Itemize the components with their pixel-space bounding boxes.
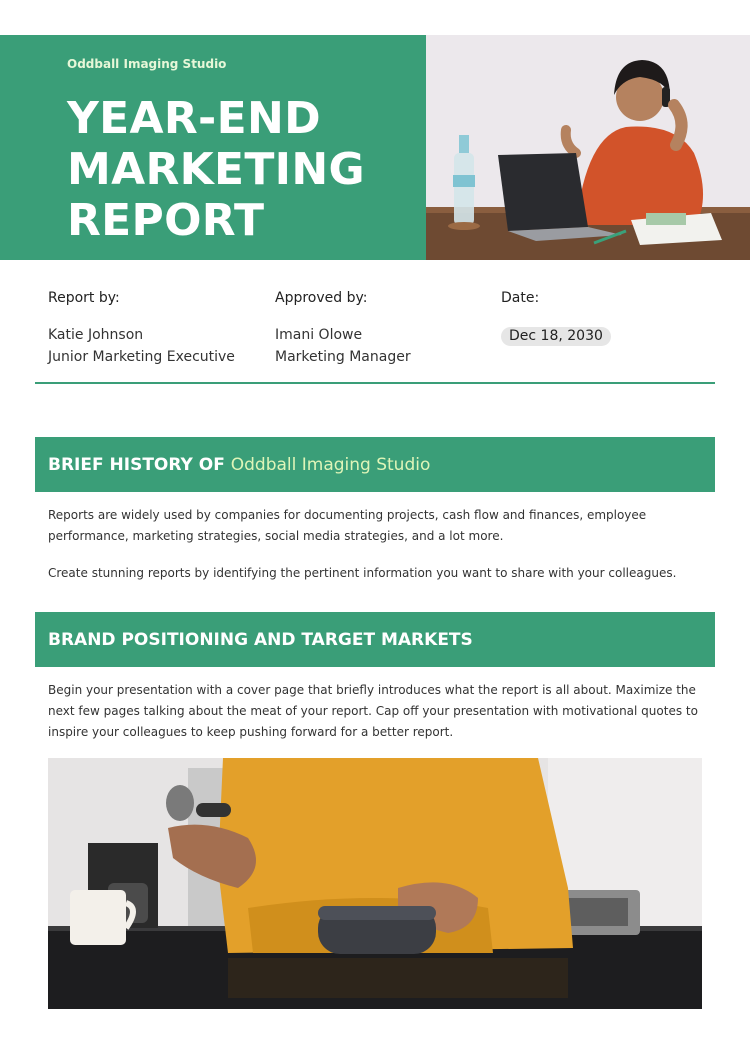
brand-paragraph: Begin your presentation with a cover page that briefly introduces what the report is all about. Maximize the next few pages talking about the meat of your report. Cap off your presentation with motivational quotes to inspire your colleagues to keep pushing forward for a better report. [48,683,698,739]
history-paragraph-2: Create stunning reports by identifying the pertinent information you want to share with your colleagues. [48,566,677,580]
section-title-history [48,455,430,475]
section-title-brand: BRAND POSITIONING AND TARGET MARKETS [48,630,473,650]
section-title-accent: Oddball Imaging Studio [230,455,431,475]
reporter-name: Katie Johnson [48,327,144,343]
report-by-label: Report by: [48,290,120,306]
bottom-photo [48,758,702,1009]
date-label: Date: [501,290,540,306]
section-title-prefix: BRIEF HISTORY OF [48,455,231,475]
studio-name: Oddball Imaging Studio [67,57,227,71]
person-with-speaker-image [48,758,702,1009]
reporter-role: Junior Marketing Executive [48,349,235,365]
date-badge: Dec 18, 2030 [501,327,611,346]
divider [35,382,715,384]
hero-photo [426,35,750,260]
section-header-history [35,437,715,492]
approver-name: Imani Olowe [275,327,363,343]
woman-with-laptop-image [426,35,750,260]
page-title: YEAR-END MARKETING REPORT [67,93,365,246]
history-paragraph-1: Reports are widely used by companies for documenting projects, cash flow and finances, employee performance, marketing strategies, social media strategies, and a lot more. [48,508,647,543]
approved-by-label: Approved by: [275,290,368,306]
approver-role: Marketing Manager [275,349,411,365]
section-header-brand [35,612,715,667]
